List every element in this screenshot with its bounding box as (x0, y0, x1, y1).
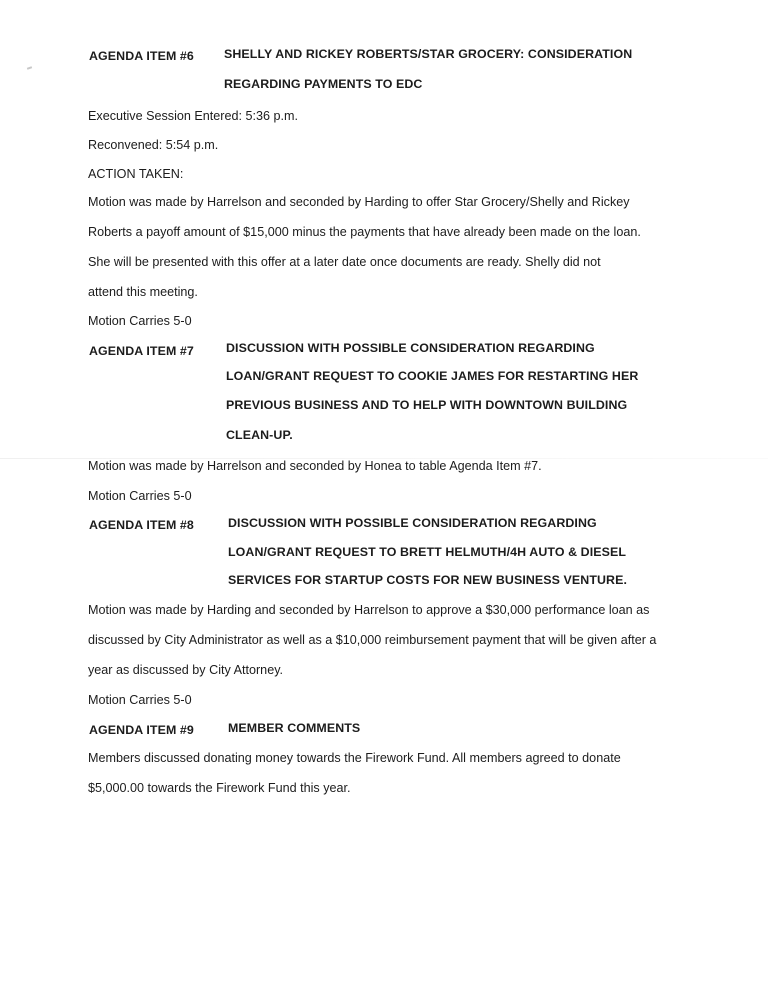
agenda-item-9-label: AGENDA ITEM #9 (89, 723, 194, 737)
agenda-item-7-title: CLEAN-UP. (226, 428, 293, 442)
item-6-motion-line: Roberts a payoff amount of $15,000 minus the payments that have already been made on the loan. (88, 225, 641, 239)
agenda-item-7-title: DISCUSSION WITH POSSIBLE CONSIDERATION REGARDING (226, 341, 595, 355)
action-taken-heading: ACTION TAKEN: (88, 167, 184, 181)
agenda-item-8-label: AGENDA ITEM #8 (89, 518, 194, 532)
item-8-motion-line: discussed by City Administrator as well as a $10,000 reimbursement payment that will be given after a (88, 633, 657, 647)
item-9-body-line: Members discussed donating money towards the Firework Fund. All members agreed to donate (88, 751, 621, 765)
agenda-item-8-title: LOAN/GRANT REQUEST TO BRETT HELMUTH/4H AUTO & DIESEL (228, 545, 627, 559)
agenda-item-8-title: DISCUSSION WITH POSSIBLE CONSIDERATION REGARDING (228, 516, 597, 530)
item-8-motion-carries: Motion Carries 5-0 (88, 693, 192, 707)
reconvened-time: Reconvened: 5:54 p.m. (88, 138, 219, 152)
scan-speck (27, 66, 32, 70)
item-6-motion-line: Motion was made by Harrelson and seconded by Harding to offer Star Grocery/Shelly and Rickey (88, 195, 630, 209)
agenda-item-6-title: SHELLY AND RICKEY ROBERTS/STAR GROCERY: CONSIDERATION (224, 47, 633, 61)
agenda-item-7-label: AGENDA ITEM #7 (89, 344, 194, 358)
item-6-motion-line: She will be presented with this offer at a later date once documents are ready. Shelly did not (88, 255, 601, 269)
item-8-motion-line: year as discussed by City Attorney. (88, 663, 284, 677)
item-7-motion: Motion was made by Harrelson and seconded by Honea to table Agenda Item #7. (88, 459, 542, 473)
item-6-motion-carries: Motion Carries 5-0 (88, 314, 192, 328)
item-6-motion-line: attend this meeting. (88, 285, 198, 299)
executive-session-entered: Executive Session Entered: 5:36 p.m. (88, 109, 299, 123)
item-8-motion-line: Motion was made by Harding and seconded by Harrelson to approve a $30,000 performance loan as (88, 603, 650, 617)
agenda-item-9-title: MEMBER COMMENTS (228, 721, 361, 735)
agenda-item-7-title: LOAN/GRANT REQUEST TO COOKIE JAMES FOR RESTARTING HER (226, 369, 639, 383)
agenda-item-6-title-cont: REGARDING PAYMENTS TO EDC (224, 77, 423, 91)
agenda-item-7-title: PREVIOUS BUSINESS AND TO HELP WITH DOWNTOWN BUILDING (226, 398, 628, 412)
item-7-motion-carries: Motion Carries 5-0 (88, 489, 192, 503)
agenda-item-6-label: AGENDA ITEM #6 (89, 49, 194, 63)
agenda-item-8-title: SERVICES FOR STARTUP COSTS FOR NEW BUSINESS VENTURE. (228, 573, 627, 587)
item-9-body-line: $5,000.00 towards the Firework Fund this year. (88, 781, 351, 795)
